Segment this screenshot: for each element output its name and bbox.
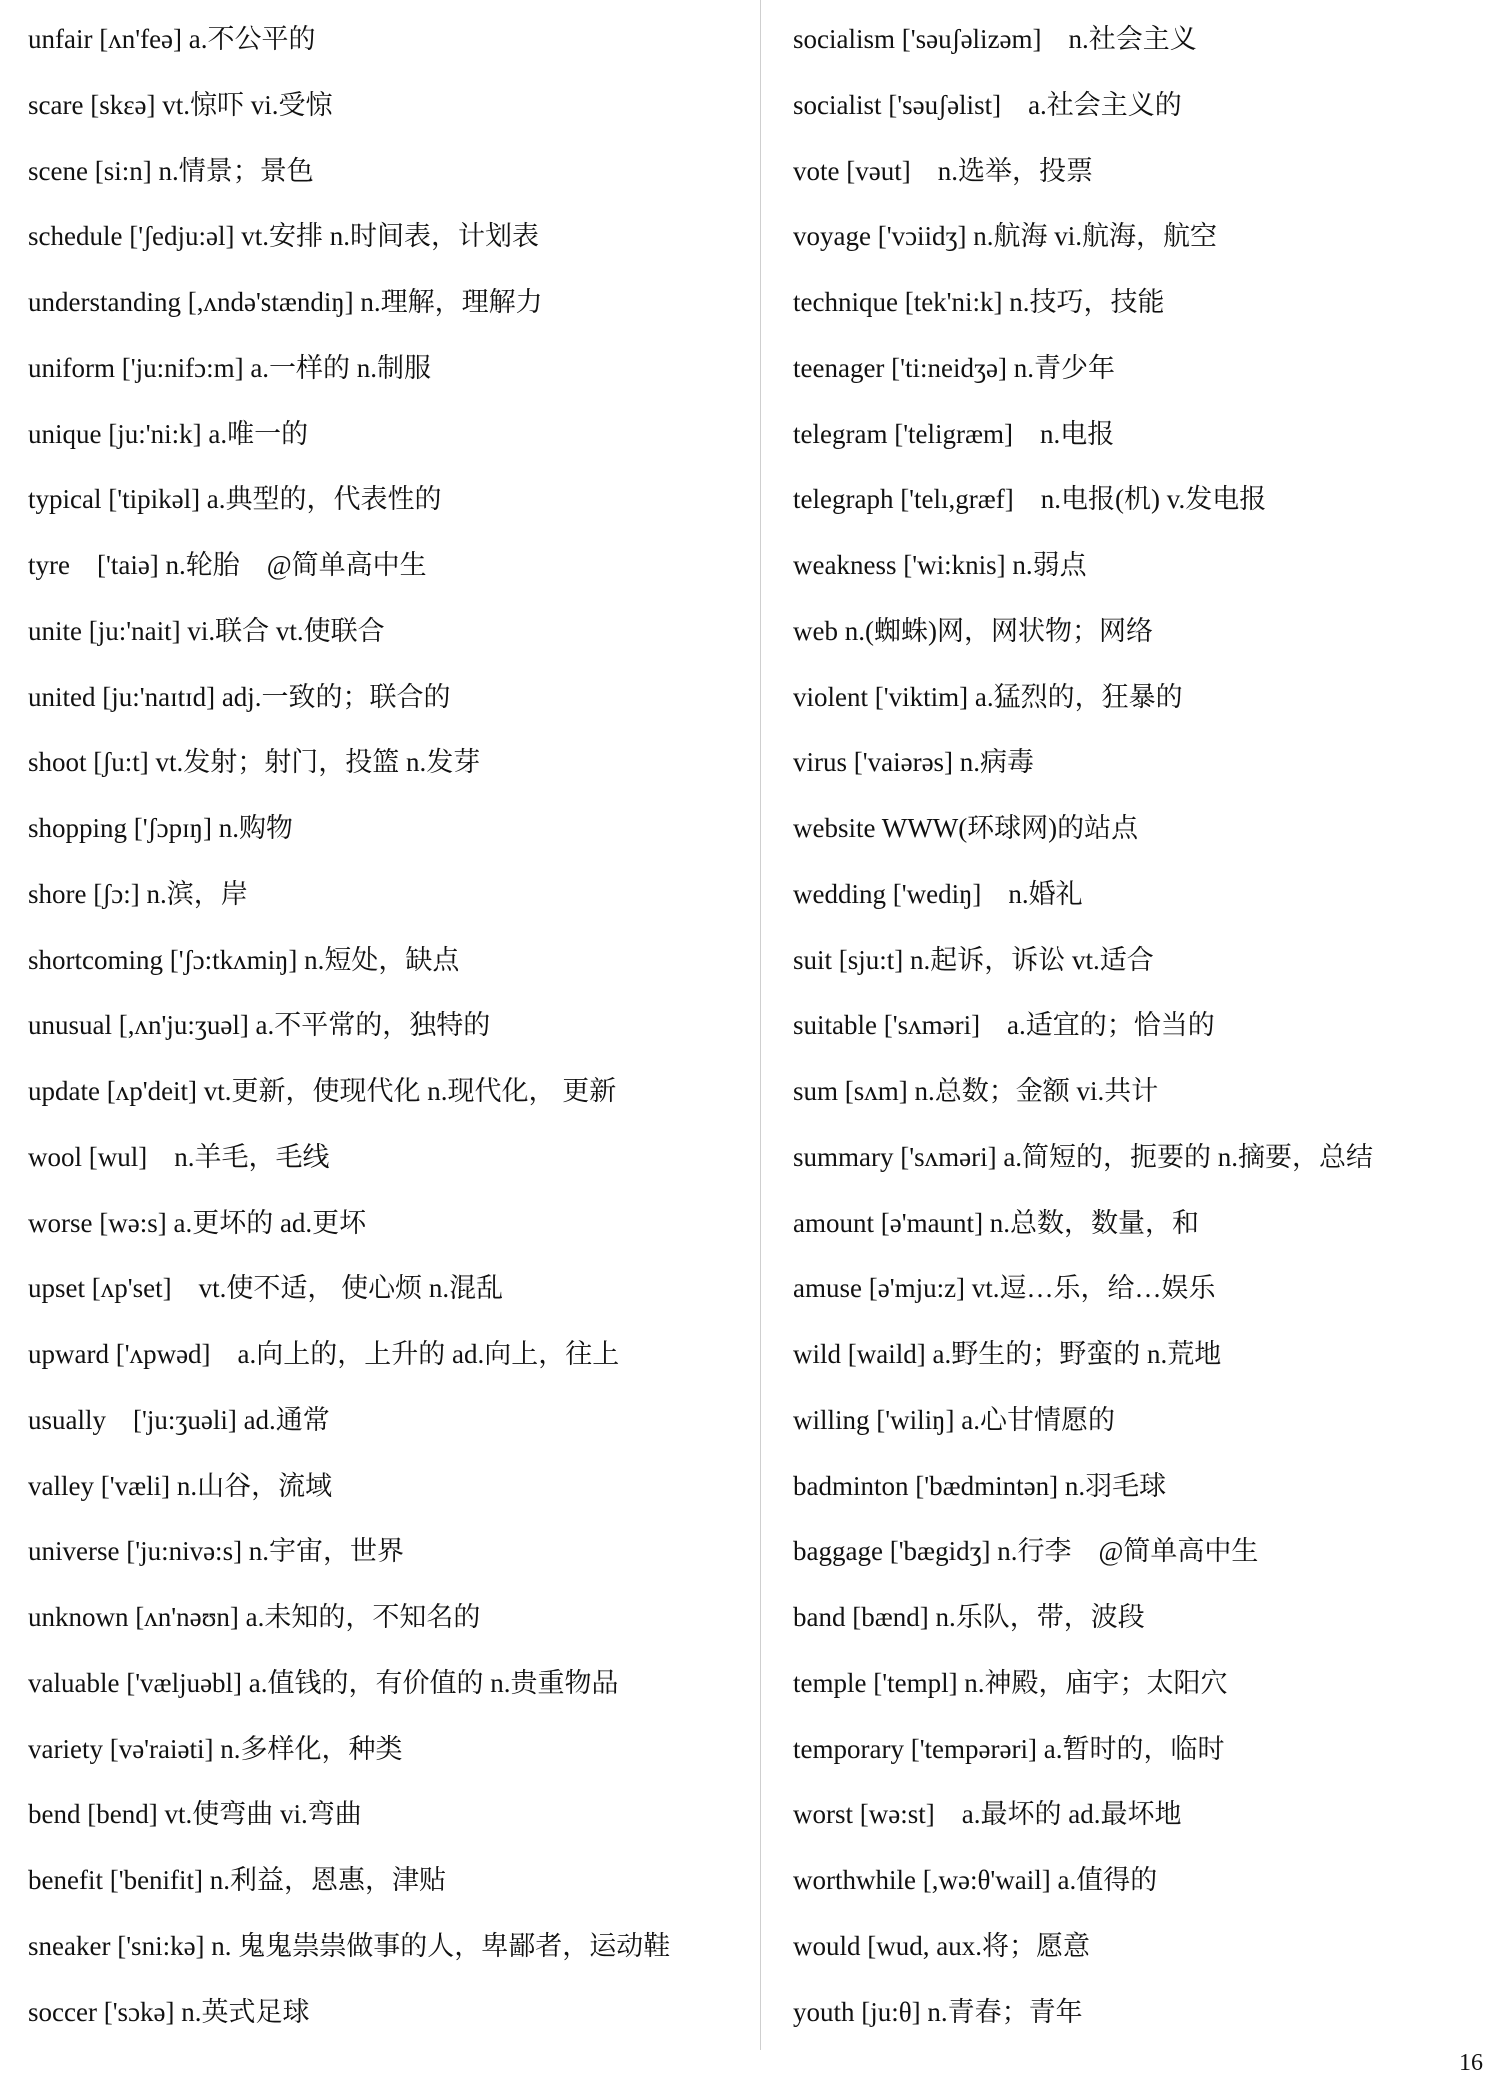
word-entry: web n.(蜘蛛)网，网状物；网络 bbox=[793, 615, 1153, 646]
word-entry: upset [ʌp'set] vt.使不适， 使心烦 n.混乱 bbox=[28, 1273, 504, 1304]
word-entry: willing ['wiliŋ] a.心甘情愿的 bbox=[793, 1404, 1115, 1435]
word-entry: telegram ['teligræm] n.电报 bbox=[793, 418, 1115, 449]
word-entry: uniform ['ju:nifɔ:m] a.一样的 n.制服 bbox=[28, 352, 432, 383]
word-entry: band [bænd] n.乐队，带，波段 bbox=[793, 1602, 1145, 1632]
word-entry: youth [ju:θ] n.青春；青年 bbox=[793, 1996, 1083, 2027]
word-entry: suitable ['sʌməri] a.适宜的；恰当的 bbox=[793, 1010, 1215, 1041]
word-entry: united [ju:'naɪtɪd] adj.一致的；联合的 bbox=[28, 681, 451, 712]
word-entry: shopping ['ʃɔpɪŋ] n.购物 bbox=[28, 813, 293, 843]
word-entry: unite [ju:'nait] vi.联合 vt.使联合 bbox=[28, 615, 385, 646]
word-entry: summary ['sʌməri] a.简短的，扼要的 n.摘要，总结 bbox=[793, 1141, 1374, 1172]
word-entry: badminton ['bædmintən] n.羽毛球 bbox=[793, 1470, 1167, 1501]
word-entry: worse [wə:s] a.更坏的 ad.更坏 bbox=[28, 1207, 367, 1238]
right-word-column bbox=[793, 14, 1483, 2052]
word-entry: technique [tek'ni:k] n.技巧，技能 bbox=[793, 287, 1165, 317]
word-entry: vote [vəut] n.选举，投票 bbox=[793, 155, 1093, 186]
word-entry: socialism ['səuʃəlizəm] n.社会主义 bbox=[793, 24, 1197, 54]
word-entry: wool [wul] n.羊毛，毛线 bbox=[28, 1141, 330, 1172]
word-entry: wild [waild] a.野生的；野蛮的 n.荒地 bbox=[793, 1339, 1222, 1369]
column-divider bbox=[760, 0, 761, 2050]
word-entry: suit [sju:t] n.起诉，诉讼 vt.适合 bbox=[793, 944, 1154, 975]
word-entry: soccer ['sɔkə] n.英式足球 bbox=[28, 1996, 310, 2027]
word-entry: baggage ['bægidʒ] n.行李 @简单高中生 bbox=[793, 1536, 1259, 1567]
word-entry: valley ['væli] n.山谷，流域 bbox=[28, 1470, 333, 1501]
word-entry: unusual [,ʌn'ju:ʒuəl] a.不平常的，独特的 bbox=[28, 1010, 491, 1041]
word-entry: scene [si:n] n.情景；景色 bbox=[28, 155, 314, 186]
word-entry: benefit ['benifit] n.利益，恩惠，津贴 bbox=[28, 1865, 447, 1895]
word-entry: valuable ['væljuəbl] a.值钱的，有价值的 n.贵重物品 bbox=[28, 1667, 619, 1698]
word-entry: voyage ['vɔiidʒ] n.航海 vi.航海，航空 bbox=[793, 221, 1218, 252]
word-entry: scare [skεə] vt.惊吓 vi.受惊 bbox=[28, 89, 333, 120]
word-entry: unfair [ʌn'feə] a.不公平的 bbox=[28, 24, 316, 54]
word-entry: weakness ['wi:knis] n.弱点 bbox=[793, 550, 1087, 580]
word-entry: shortcoming ['ʃɔ:tkʌmiŋ] n.短处，缺点 bbox=[28, 944, 460, 975]
word-entry: universe ['ju:nivə:s] n.宇宙，世界 bbox=[28, 1536, 405, 1567]
word-entry: usually ['ju:ʒuəli] ad.通常 bbox=[28, 1404, 330, 1435]
left-word-column bbox=[28, 14, 753, 2052]
word-entry: temporary ['tempərəri] a.暂时的，临时 bbox=[793, 1733, 1225, 1764]
word-entry: wedding ['wediŋ] n.婚礼 bbox=[793, 878, 1083, 909]
word-entry: variety [və'raiəti] n.多样化，种类 bbox=[28, 1733, 403, 1764]
word-entry: worst [wə:st] a.最坏的 ad.最坏地 bbox=[793, 1799, 1182, 1830]
word-entry: violent ['viktim] a.猛烈的，狂暴的 bbox=[793, 681, 1183, 712]
word-entry: shoot [ʃu:t] vt.发射；射门，投篮 n.发芽 bbox=[28, 747, 481, 778]
word-entry: schedule ['ʃedju:əl] vt.安排 n.时间表，计划表 bbox=[28, 221, 540, 252]
word-entry: tyre ['taiə] n.轮胎 @简单高中生 bbox=[28, 550, 427, 580]
word-entry: worthwhile [,wə:θ'wail] a.值得的 bbox=[793, 1865, 1158, 1895]
word-entry: socialist ['səuʃəlist] a.社会主义的 bbox=[793, 89, 1182, 120]
word-entry: teenager ['ti:neidʒə] n.青少年 bbox=[793, 352, 1115, 383]
word-entry: would [wud, aux.将；愿意 bbox=[793, 1930, 1090, 1961]
word-entry: telegraph ['telı,græf] n.电报(机) v.发电报 bbox=[793, 484, 1267, 515]
word-entry: temple ['templ] n.神殿，庙宇；太阳穴 bbox=[793, 1667, 1228, 1698]
word-entry: sneaker ['sni:kə] n. 鬼鬼祟祟做事的人，卑鄙者，运动鞋 bbox=[28, 1930, 671, 1961]
word-entry: virus ['vaiərəs] n.病毒 bbox=[793, 747, 1035, 778]
word-entry: upward ['ʌpwəd] a.向上的，上升的 ad.向上，往上 bbox=[28, 1339, 620, 1369]
word-entry: amount [ə'maunt] n.总数，数量，和 bbox=[793, 1207, 1200, 1238]
word-entry: amuse [ə'mju:z] vt.逗…乐，给…娱乐 bbox=[793, 1273, 1216, 1304]
word-entry: unknown [ʌn'nəʊn] a.未知的，不知名的 bbox=[28, 1602, 481, 1632]
word-entry: bend [bend] vt.使弯曲 vi.弯曲 bbox=[28, 1799, 362, 1830]
word-entry: unique [ju:'ni:k] a.唯一的 bbox=[28, 418, 309, 449]
word-entry: typical ['tipikəl] a.典型的，代表性的 bbox=[28, 484, 442, 515]
word-entry: sum [sʌm] n.总数；金额 vi.共计 bbox=[793, 1076, 1159, 1106]
word-entry: website WWW(环球网)的站点 bbox=[793, 813, 1139, 843]
word-entry: understanding [,ʌndə'stændiŋ] n.理解，理解力 bbox=[28, 287, 543, 317]
word-entry: update [ʌp'deit] vt.更新，使现代化 n.现代化， 更新 bbox=[28, 1076, 617, 1106]
word-entry: shore [ʃɔ:] n.滨，岸 bbox=[28, 878, 248, 909]
page-number: 16 bbox=[1459, 2050, 1483, 2076]
